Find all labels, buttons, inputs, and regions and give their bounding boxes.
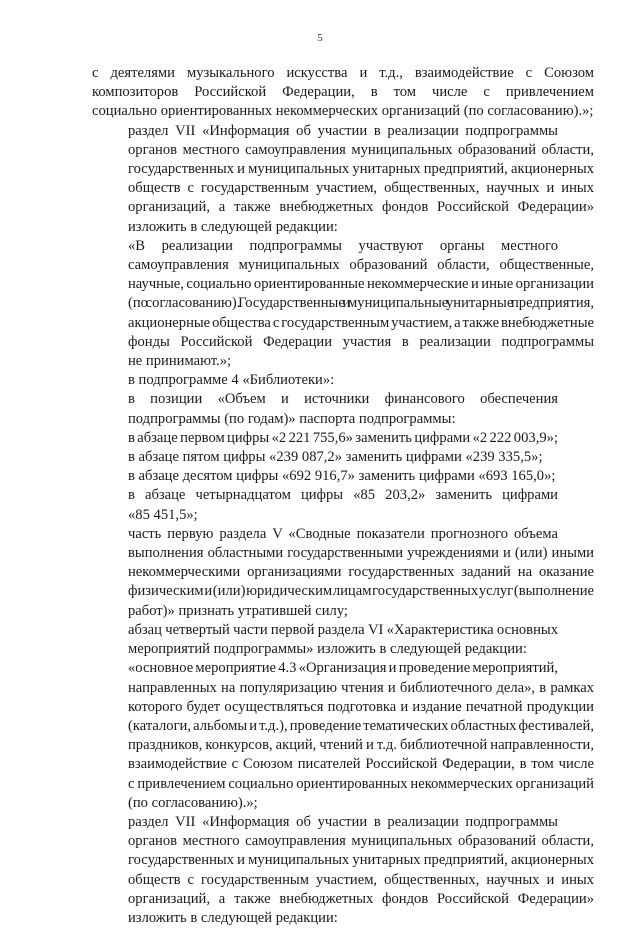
text-line: «основное мероприятие 4.3 «Организация и проведение мероприятий, <box>128 660 558 677</box>
document-body <box>92 64 594 928</box>
text-line: изложить в следующей редакции: <box>128 218 338 235</box>
text-line: взаимодействие с Союзом писателей Российской Федерации, в том числе <box>128 756 594 773</box>
text-line: «В реализации подпрограммы участвуют органы местного <box>128 237 558 254</box>
text-line: абзац четвертый части первой раздела VI «Характеристика основных <box>128 621 558 638</box>
paragraph <box>92 122 594 237</box>
paragraph <box>92 659 594 813</box>
text-line: композиторов Российской Федерации, в том числе с привлечением <box>92 84 594 101</box>
paragraph <box>92 64 594 122</box>
text-line: государственных и муниципальных унитарных предприятий, акционерных <box>128 852 594 869</box>
text-line: «85 451,5»; <box>128 506 198 523</box>
text-line: акционерные общества с государственным участием, а также внебюджетные <box>128 314 594 331</box>
text-line: самоуправления муниципальных образований области, общественные, <box>128 257 594 274</box>
text-line: изложить в следующей редакции: <box>128 909 338 926</box>
text-line: фонды Российской Федерации участия в реализации подпрограммы <box>128 333 594 350</box>
text-line: часть первую раздела V «Сводные показатели прогнозного объема <box>128 525 558 542</box>
text-line: работ)» признать утратившей силу; <box>128 602 348 619</box>
paragraph <box>92 448 594 467</box>
paragraph <box>92 525 594 621</box>
text-line: мероприятий подпрограммы» изложить в следующей редакции: <box>128 641 527 658</box>
paragraph <box>92 486 594 524</box>
text-line: в позиции «Объем и источники финансового обеспечения <box>128 391 558 408</box>
text-line: подпрограммы (по годам)» паспорта подпрограммы: <box>128 410 456 427</box>
text-line: организаций, а также внебюджетных фондов Российской Федерации» <box>128 199 594 216</box>
text-line: в абзаце пятом цифры «239 087,2» заменить цифрами «239 335,5»; <box>128 449 543 466</box>
text-line: обществ с государственным участием, общественных, научных и иных <box>128 871 594 888</box>
text-line: обществ с государственным участием, общественных, научных и иных <box>128 180 594 197</box>
text-line: направленных на популяризацию чтения и библиотечного дела», в рамках <box>128 679 594 696</box>
paragraph <box>92 237 594 371</box>
paragraph <box>92 621 594 659</box>
text-line: (по согласованию).»; <box>128 794 258 811</box>
page-number: 5 <box>317 32 323 44</box>
text-line: праздников, конкурсов, акций, чтений и т.д. библиотечной направленности, <box>128 737 594 754</box>
text-line: с деятелями музыкального искусства и т.д., взаимодействие с Союзом <box>92 65 594 81</box>
text-line: раздел VII «Информация об участии в реализации подпрограммы <box>128 813 558 830</box>
text-line: научные, социально ориентированные некоммерческие и иные организации <box>128 276 594 293</box>
text-line: государственных и муниципальных унитарных предприятий, акционерных <box>128 161 594 178</box>
text-line: не принимают.»; <box>128 353 232 370</box>
text-line: органов местного самоуправления муниципальных образований области, <box>128 833 594 850</box>
paragraph <box>92 429 594 448</box>
text-line: организаций, а также внебюджетных фондов Российской Федерации» <box>128 890 594 907</box>
paragraph <box>92 467 594 486</box>
paragraph <box>92 371 594 390</box>
text-line: с привлечением социально ориентированных некоммерческих организаций <box>128 775 594 792</box>
text-line: физическим и (или) юридическим лицам государственных услуг (выполнение <box>128 583 594 600</box>
text-line: в подпрограмме 4 «Библиотеки»: <box>128 372 335 389</box>
text-line: органов местного самоуправления муниципальных образований области, <box>128 141 594 158</box>
text-line: которого будет осуществляться подготовка и издание печатной продукции <box>128 698 594 715</box>
text-line: выполнения областными государственными учреждениями и (или) иными <box>128 545 594 562</box>
text-line: (по согласованию). Государственные и муниципальные унитарные предприятия, <box>128 295 594 312</box>
text-line: в абзаце первом цифры «2 221 755,6» заменить цифрами «2 222 003,9»; <box>128 429 558 446</box>
text-line: в абзаце четырнадцатом цифры «85 203,2» заменить цифрами <box>128 487 558 504</box>
paragraph <box>92 390 594 428</box>
text-line: (каталоги, альбомы и т.д.), проведение тематических областных фестивалей, <box>128 717 594 734</box>
text-line: в абзаце десятом цифры «692 916,7» заменить цифрами «693 165,0»; <box>128 468 556 485</box>
paragraph <box>92 813 594 928</box>
text-line: социально ориентированных некоммерческих организаций (по согласованию).»; <box>92 103 594 120</box>
text-line: некоммерческими организациями государственных заданий на оказание <box>128 564 594 581</box>
text-line: раздел VII «Информация об участии в реализации подпрограммы <box>128 122 558 139</box>
